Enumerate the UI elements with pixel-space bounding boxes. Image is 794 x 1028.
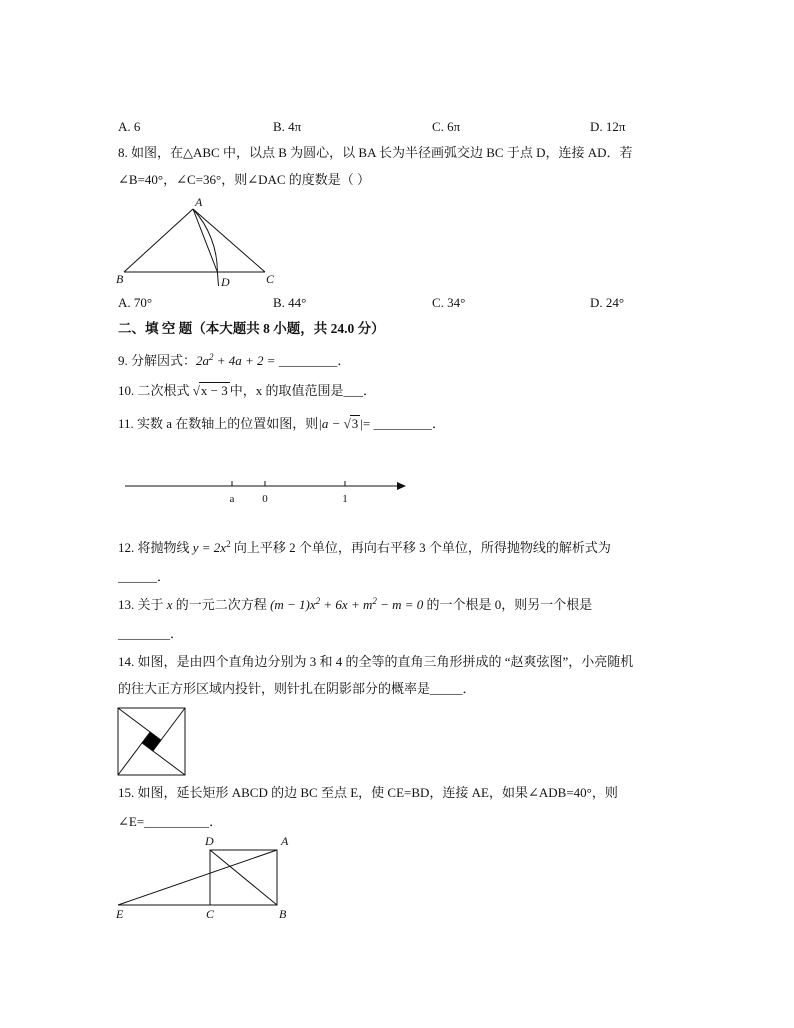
q8-text-line2: ∠B=40°，∠C=36°，则∠DAC 的度数是（ ） [118, 172, 371, 187]
q10-suffix: 中，x 的取值范围是___． [229, 383, 377, 398]
q13-mid: 的一元二次方程 [172, 597, 271, 612]
q15-label-e: E [116, 907, 124, 921]
q12-expr: y = 2x [192, 540, 227, 555]
segment-ad [193, 209, 217, 272]
q13-expr-b: + 6x + m [320, 597, 373, 612]
q13-exponent-2: 2 [372, 596, 377, 606]
q12-exponent: 2 [226, 539, 231, 549]
q10-radicand: x − 3 [200, 383, 228, 398]
q11-expr-a: |a − [318, 416, 344, 431]
q14-text-line1: 14. 如图，是由四个直角边分别为 3 和 4 的全等的直角三角形拼成的 “赵爽弦图”，小亮随机 [118, 654, 634, 669]
q15-label-b: B [279, 907, 287, 921]
q11-radicand: 3 [351, 416, 359, 431]
q8-label-b: B [116, 272, 124, 286]
q9-expr-b: + 4a + 2 = [213, 353, 279, 368]
q8-option-b: B. 44° [273, 295, 307, 310]
q15-text-line2: ∠E=__________． [118, 814, 223, 829]
q13-rest: 的一个根是 0，则另一个根是 [423, 597, 593, 612]
q14-zhao-shuang-figure [118, 708, 185, 775]
q9-answer-blank: _________ [278, 353, 338, 368]
q11-answer-blank: _________ [373, 416, 432, 431]
q11-number-line [125, 481, 406, 490]
q13-exponent-1: 2 [315, 596, 321, 606]
q13-var: x [166, 597, 173, 612]
q8-label-a: A [195, 195, 203, 209]
q7-option-b: B. 4π [273, 119, 302, 134]
q8-option-c: C. 34° [432, 295, 466, 310]
radical-sign-icon: √ [192, 383, 200, 398]
q13-expr-a: (m − 1)x [270, 597, 316, 612]
number-line-label-one: 1 [342, 493, 348, 505]
q9-prefix: 9. 分解因式： [118, 353, 197, 368]
number-line-label-a: a [229, 493, 235, 505]
q7-option-a: A. 6 [118, 119, 141, 134]
section-heading: 二、填 空 题（本大题共 8 小题，共 24.0 分） [118, 321, 385, 336]
q9-suffix: ． [337, 353, 351, 368]
q13-prefix: 13. 关于 [118, 597, 167, 612]
q8-option-a: A. 70° [118, 295, 153, 310]
q14-text-line2: 的往大正方形区域内投针，则针扎在阴影部分的概率是_____． [118, 681, 476, 696]
q11-suffix: ． [431, 416, 445, 431]
segment-ba [124, 209, 193, 272]
q13-answer-blank: ________． [118, 626, 184, 641]
q11-expr-b: |= [360, 416, 374, 431]
q15-label-c: C [206, 907, 215, 921]
radical-sign-icon: √ [343, 416, 351, 431]
q8-label-c: C [266, 272, 275, 286]
segment-ea [118, 850, 277, 905]
q13-expr-c: − m = 0 [376, 597, 424, 612]
q12-prefix: 12. 将抛物线 [118, 540, 193, 555]
q12-rest: 向上平移 2 个单位，再向右平移 3 个单位，所得抛物线的解析式为 [230, 540, 611, 555]
q8-text-line1: 8. 如图，在△ABC 中，以点 B 为圆心，以 BA 长为半径画弧交边 BC 于点 D，连接 AD．若 [118, 145, 633, 160]
q8-triangle-figure [124, 209, 265, 286]
q15-text-line1: 15. 如图，延长矩形 ABCD 的边 BC 至点 E，使 CE=BD，连接 AE，如果∠ADB=40°，则 [118, 785, 618, 800]
segment-ac [193, 209, 265, 272]
q9-exponent: 2 [209, 352, 214, 362]
q7-option-d: D. 12π [590, 119, 626, 134]
q11-prefix: 11. 实数 a 在数轴上的位置如图，则 [118, 416, 319, 431]
q8-option-d: D. 24° [590, 295, 625, 310]
q8-label-d: D [221, 275, 230, 289]
q15-rectangle-figure [118, 850, 277, 905]
q15-label-a: A [281, 834, 289, 848]
q7-option-c: C. 6π [432, 119, 461, 134]
segment-db [210, 850, 277, 905]
q15-label-d: D [205, 834, 214, 848]
q9-expr-a: 2a [196, 353, 210, 368]
arrow-right-icon [397, 482, 406, 490]
number-line-label-zero: 0 [262, 493, 268, 505]
q10-prefix: 10. 二次根式 [118, 383, 193, 398]
shaded-inner-square [142, 732, 161, 751]
q12-answer-blank: ______． [118, 569, 171, 584]
